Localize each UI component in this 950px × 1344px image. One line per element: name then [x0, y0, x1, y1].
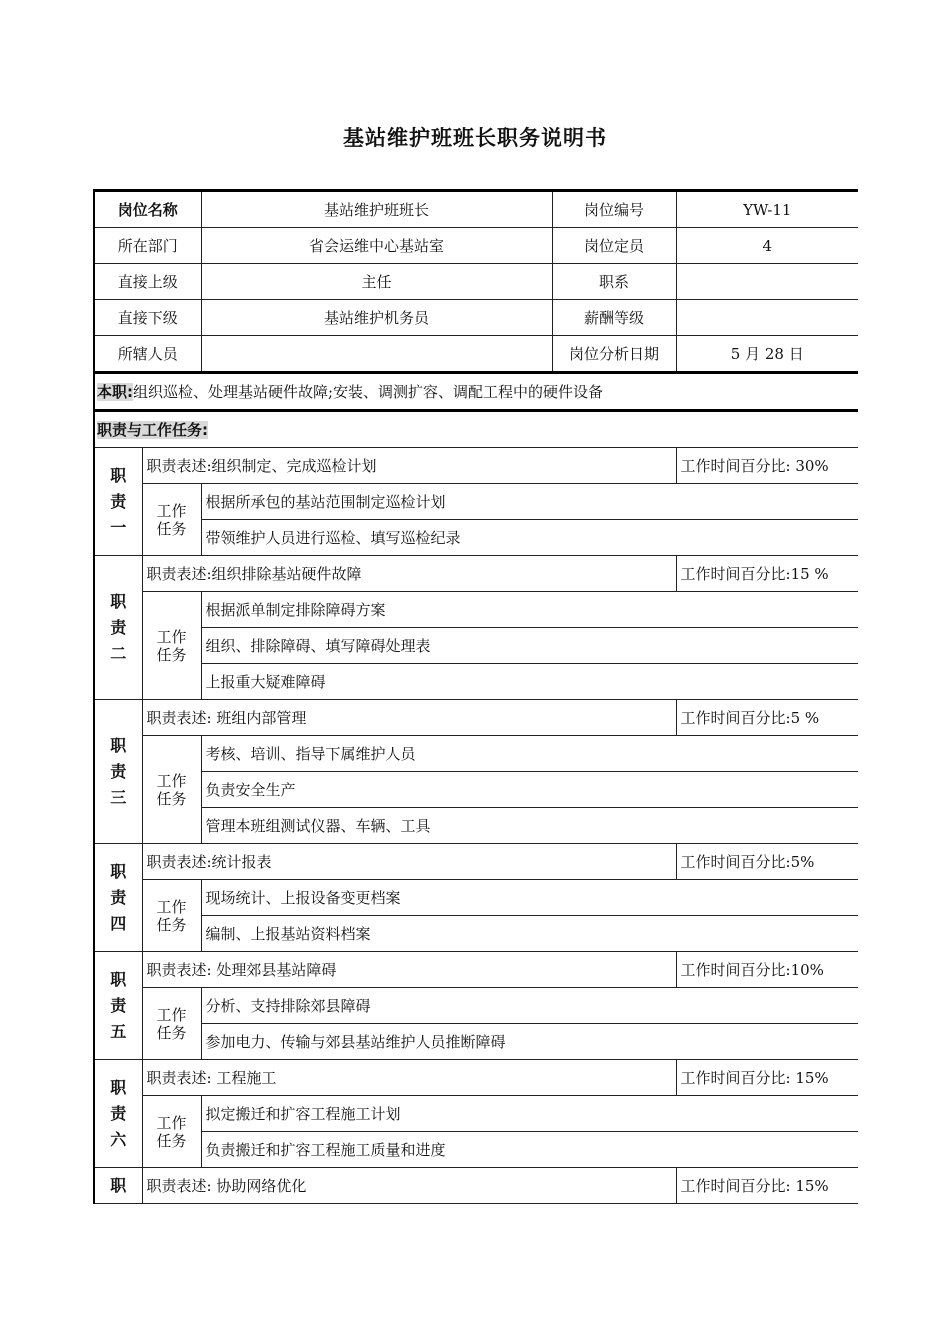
info-row [94, 264, 858, 300]
duty-time-percentage: 工作时间百分比: 30% [676, 448, 858, 484]
duty-description: 职责表述:组织制定、完成巡检计划 [142, 448, 676, 484]
work-task-label-line: 工作 [156, 897, 187, 916]
duty-time-percentage: 工作时间百分比:15 % [676, 556, 858, 592]
task-item: 根据所承包的基站范围制定巡检计划 [201, 484, 858, 520]
duty-name [94, 700, 142, 844]
duty-desc-row [94, 1168, 858, 1204]
summary-section [94, 373, 858, 411]
duty-time-percentage: 工作时间百分比: 15% [676, 1060, 858, 1096]
duty-desc-row [94, 700, 858, 736]
duty-name-char: 职 [110, 591, 127, 611]
work-task-label-line: 工作 [156, 1005, 187, 1024]
duty-desc-row [94, 448, 858, 484]
duty-name [94, 1060, 142, 1168]
work-task-label-line: 任务 [156, 1131, 187, 1150]
work-task-label-line: 工作 [156, 627, 187, 646]
work-task-label-line: 任务 [156, 789, 187, 808]
tasks-header-section [94, 411, 858, 448]
task-row [94, 520, 858, 556]
summary-label: 本职: [97, 383, 133, 401]
duty-name-char: 职 [110, 969, 127, 989]
post-code-value: YW-11 [676, 191, 858, 228]
work-task-label-line: 工作 [156, 501, 187, 520]
basic-info-section [94, 191, 858, 373]
info-row [94, 228, 858, 264]
duty-name-char: 责 [110, 761, 127, 781]
duty-time-percentage: 工作时间百分比:10% [676, 952, 858, 988]
info-row [94, 300, 858, 336]
duty-name [94, 1168, 142, 1204]
task-item: 管理本班组测试仪器、车辆、工具 [201, 808, 858, 844]
task-row [94, 808, 858, 844]
work-task-label-line: 任务 [156, 645, 187, 664]
duty-time-percentage: 工作时间百分比:5% [676, 844, 858, 880]
duty-time-percentage: 工作时间百分比: 15% [676, 1168, 858, 1204]
dept-value: 省会运维中心基站室 [201, 228, 552, 264]
duty-name-char: 责 [110, 887, 127, 907]
duty-description: 职责表述:组织排除基站硬件故障 [142, 556, 676, 592]
duty-description: 职责表述: 协助网络优化 [142, 1168, 676, 1204]
task-row [94, 916, 858, 952]
work-task-label [142, 1096, 201, 1168]
task-item: 分析、支持排除郊县障碍 [201, 988, 858, 1024]
duty-desc-row [94, 556, 858, 592]
duty-name-char: 职 [110, 861, 127, 881]
headcount-value: 4 [676, 228, 858, 264]
duty-name-char: 职 [110, 1077, 127, 1097]
dept-label: 所在部门 [94, 228, 201, 264]
tasks-header: 职责与工作任务: [97, 421, 208, 439]
headcount-label: 岗位定员 [552, 228, 676, 264]
superior-label: 直接上级 [94, 264, 201, 300]
task-item: 上报重大疑难障碍 [201, 664, 858, 700]
work-task-label [142, 484, 201, 556]
tasks-header-row [94, 411, 858, 448]
work-task-label-line: 任务 [156, 519, 187, 538]
salary-value [676, 300, 858, 336]
post-name-label: 岗位名称 [94, 191, 201, 228]
duty-name-char: 三 [110, 787, 127, 807]
task-item: 编制、上报基站资料档案 [201, 916, 858, 952]
duty-name-char: 责 [110, 1103, 127, 1123]
info-row [94, 336, 858, 373]
task-row [94, 880, 858, 916]
task-item: 带领维护人员进行巡检、填写巡检纪录 [201, 520, 858, 556]
job-description-table [93, 189, 858, 1204]
subordinate-label: 直接下级 [94, 300, 201, 336]
duty-name [94, 844, 142, 952]
task-item: 现场统计、上报设备变更档案 [201, 880, 858, 916]
work-task-label-line: 工作 [156, 1113, 187, 1132]
superior-value: 主任 [201, 264, 552, 300]
duties-section [94, 448, 858, 1204]
task-row [94, 1132, 858, 1168]
duty-desc-row [94, 952, 858, 988]
salary-label: 薪酬等级 [552, 300, 676, 336]
duty-desc-row [94, 844, 858, 880]
summary-text: 组织巡检、处理基站硬件故障;安装、调测扩容、调配工程中的硬件设备 [133, 383, 604, 401]
duty-name-char: 一 [110, 517, 127, 537]
task-row [94, 988, 858, 1024]
post-name-value: 基站维护班班长 [201, 191, 552, 228]
work-task-label-line: 任务 [156, 1023, 187, 1042]
work-task-label-line: 工作 [156, 771, 187, 790]
duty-name [94, 556, 142, 700]
task-row [94, 736, 858, 772]
work-task-label [142, 880, 201, 952]
duty-name [94, 952, 142, 1060]
task-item: 组织、排除障碍、填写障碍处理表 [201, 628, 858, 664]
task-item: 拟定搬迁和扩容工程施工计划 [201, 1096, 858, 1132]
info-row [94, 191, 858, 228]
duty-name-char: 五 [110, 1021, 127, 1041]
duty-name-char: 责 [110, 995, 127, 1015]
duty-name-char: 六 [110, 1129, 127, 1149]
duty-name-char: 责 [110, 617, 127, 637]
task-item: 负责搬迁和扩容工程施工质量和进度 [201, 1132, 858, 1168]
analysis-date-value: 5 月 28 日 [676, 336, 858, 373]
staff-value [201, 336, 552, 373]
work-task-label [142, 736, 201, 844]
duty-name-char: 责 [110, 491, 127, 511]
staff-label: 所辖人员 [94, 336, 201, 373]
task-item: 根据派单制定排除障碍方案 [201, 592, 858, 628]
summary-cell [94, 373, 858, 411]
summary-row [94, 373, 858, 411]
duty-desc-row [94, 1060, 858, 1096]
task-item: 考核、培训、指导下属维护人员 [201, 736, 858, 772]
duty-name-char: 四 [110, 913, 127, 933]
document-title: 基站维护班班长职务说明书 [343, 126, 607, 150]
tasks-header-cell [94, 411, 858, 448]
duty-description: 职责表述: 班组内部管理 [142, 700, 676, 736]
series-value [676, 264, 858, 300]
series-label: 职系 [552, 264, 676, 300]
task-item: 参加电力、传输与郊县基站维护人员推断障碍 [201, 1024, 858, 1060]
task-row [94, 664, 858, 700]
duty-description: 职责表述: 处理郊县基站障碍 [142, 952, 676, 988]
work-task-label [142, 592, 201, 700]
duty-name [94, 448, 142, 556]
task-item: 负责安全生产 [201, 772, 858, 808]
work-task-label-line: 任务 [156, 915, 187, 934]
duty-description: 职责表述: 工程施工 [142, 1060, 676, 1096]
duty-name-char: 职 [110, 735, 127, 755]
work-task-label [142, 988, 201, 1060]
duty-name-char: 职 [110, 1175, 127, 1195]
task-row [94, 628, 858, 664]
task-row [94, 484, 858, 520]
duty-name-char: 二 [110, 643, 127, 663]
job-description-table-frame [93, 189, 858, 1209]
subordinate-value: 基站维护机务员 [201, 300, 552, 336]
post-code-label: 岗位编号 [552, 191, 676, 228]
duty-name-char: 职 [110, 465, 127, 485]
task-row [94, 772, 858, 808]
duty-description: 职责表述:统计报表 [142, 844, 676, 880]
duty-time-percentage: 工作时间百分比:5 % [676, 700, 858, 736]
task-row [94, 1096, 858, 1132]
analysis-date-label: 岗位分析日期 [552, 336, 676, 373]
task-row [94, 592, 858, 628]
task-row [94, 1024, 858, 1060]
